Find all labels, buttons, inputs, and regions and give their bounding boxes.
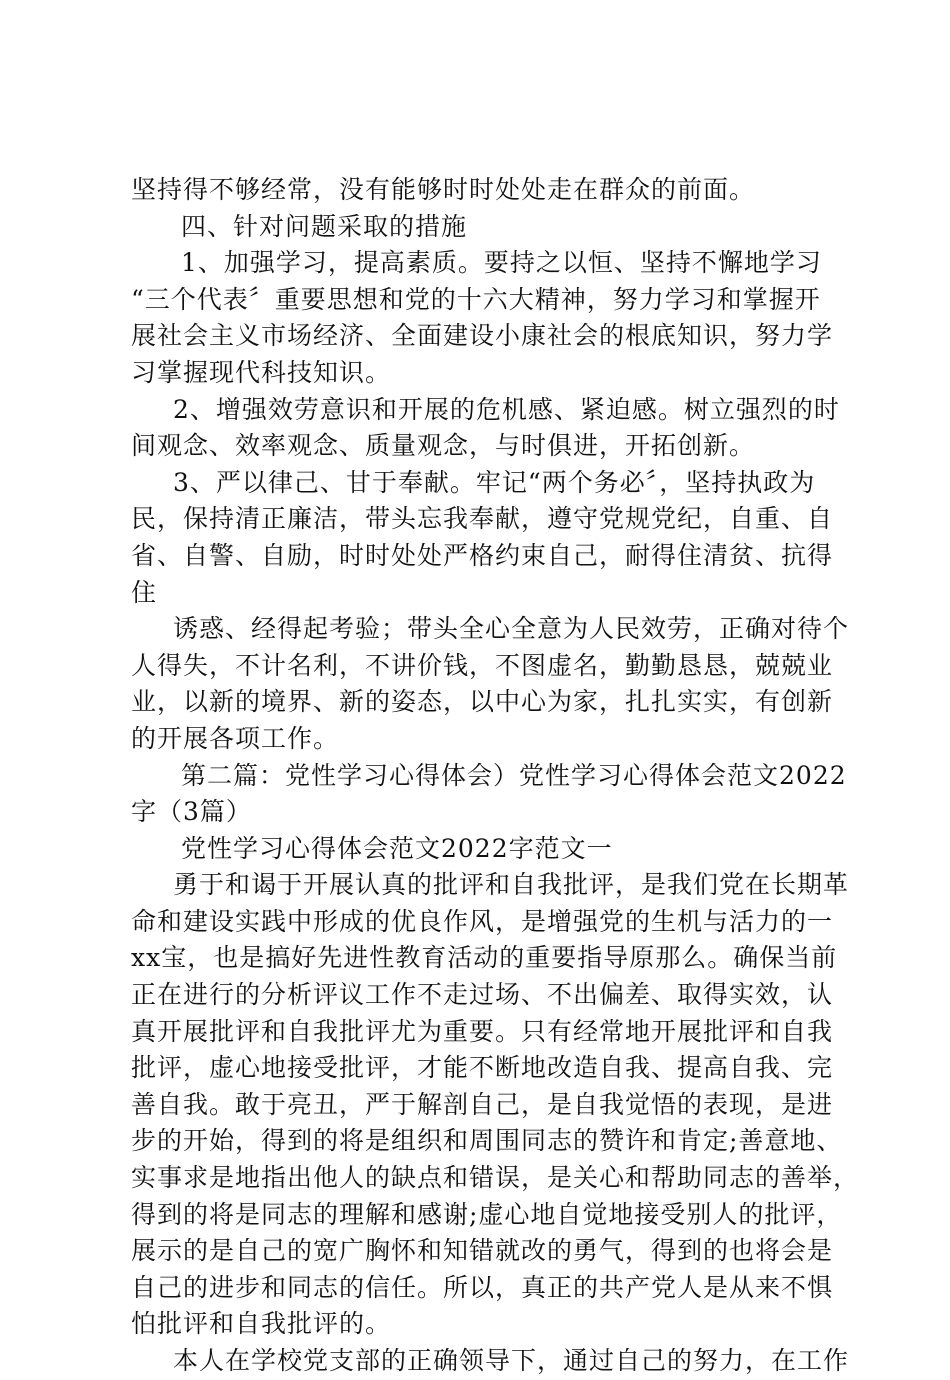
text-line: 1、加强学习，提高素质。要持之以恒、坚持不懈地学习 <box>181 248 822 278</box>
text-line: 批评，虚心地接受批评，才能不断地改造自我、提高自我、完 <box>131 1053 834 1083</box>
chapter-title: 第二篇：党性学习心得体会）党性学习心得体会范文2022 <box>181 760 847 790</box>
text-line: 间观念、效率观念、质量观念，与时俱进，开拓创新。 <box>131 431 756 461</box>
text-line: 得到的将是同志的理解和感谢;虚心地自觉地接受别人的批评， <box>131 1199 843 1229</box>
text-line: 展示的是自己的宽广胸怀和知错就改的勇气，得到的也将会是 <box>131 1236 834 1266</box>
text-line: 2、增强效劳意识和开展的危机感、紧迫感。树立强烈的时 <box>173 394 840 424</box>
text-line: 本人在学校党支部的正确领导下，通过自己的努力，在工作 <box>173 1346 850 1375</box>
text-line: 人得失，不计名利，不讲价钱，不图虚名，勤勤恳恳，兢兢业 <box>131 650 834 680</box>
text-line: 住 <box>131 577 158 607</box>
text-line: 步的开始，得到的将是组织和周围同志的赞许和肯定;善意地、 <box>131 1126 843 1156</box>
text-line: 正在进行的分析评议工作不走过场、不出偏差、取得实效，认 <box>131 980 834 1010</box>
text-line: 习掌握现代科技知识。 <box>131 357 392 387</box>
section-heading: 四、针对问题采取的措施 <box>181 211 468 241</box>
text-line: 自己的进步和同志的信任。所以，真正的共产党人是从来不惧 <box>131 1272 834 1302</box>
text-line: 命和建设实践中形成的优良作风，是增强党的生机与活力的一 <box>131 906 834 936</box>
text-line: 省、自警、自励，时时处处严格约束自己，耐得住清贫、抗得 <box>131 540 834 570</box>
text-line: 坚持得不够经常，没有能够时时处处走在群众的前面。 <box>131 175 756 204</box>
text-line: 怕批评和自我批评的。 <box>131 1309 392 1339</box>
text-line: 业，以新的境界、新的姿态，以中心为家，扎扎实实，有创新 <box>131 687 834 717</box>
text-line: 勇于和谒于开展认真的批评和自我批评，是我们党在长期革 <box>173 870 850 900</box>
text-line: 3、严以律己、甘于奉献。牢记“两个务必〞，坚持执政为 <box>173 467 816 497</box>
text-line: 善自我。敢于亮丑，严于解剖自己，是自我觉悟的表现，是进 <box>131 1089 834 1119</box>
text-line: 实事求是地指出他人的缺点和错误，是关心和帮助同志的善举， <box>131 1163 860 1193</box>
text-line: 的开展各项工作。 <box>131 723 340 753</box>
text-line: xx宝，也是搞好先进性教育活动的重要指导原那么。确保当前 <box>131 943 838 973</box>
text-line: “三个代表〞重要思想和党的十六大精神，努力学习和掌握开 <box>131 284 821 314</box>
subsection-title: 党性学习心得体会范文2022字范文一 <box>181 833 613 863</box>
text-line: 真开展批评和自我批评尤为重要。只有经常地开展批评和自我 <box>131 1016 834 1046</box>
text-line: 诱惑、经得起考验；带头全心全意为人民效劳，正确对待个 <box>173 614 850 644</box>
document-body <box>131 172 860 1380</box>
text-line: 民，保持清正廉洁，带头忘我奉献，遵守党规党纪，自重、自 <box>131 504 834 534</box>
text-line: 展社会主义市场经济、全面建设小康社会的根底知识，努力学 <box>131 321 834 351</box>
chapter-title-continued: 字（3篇） <box>131 797 252 827</box>
